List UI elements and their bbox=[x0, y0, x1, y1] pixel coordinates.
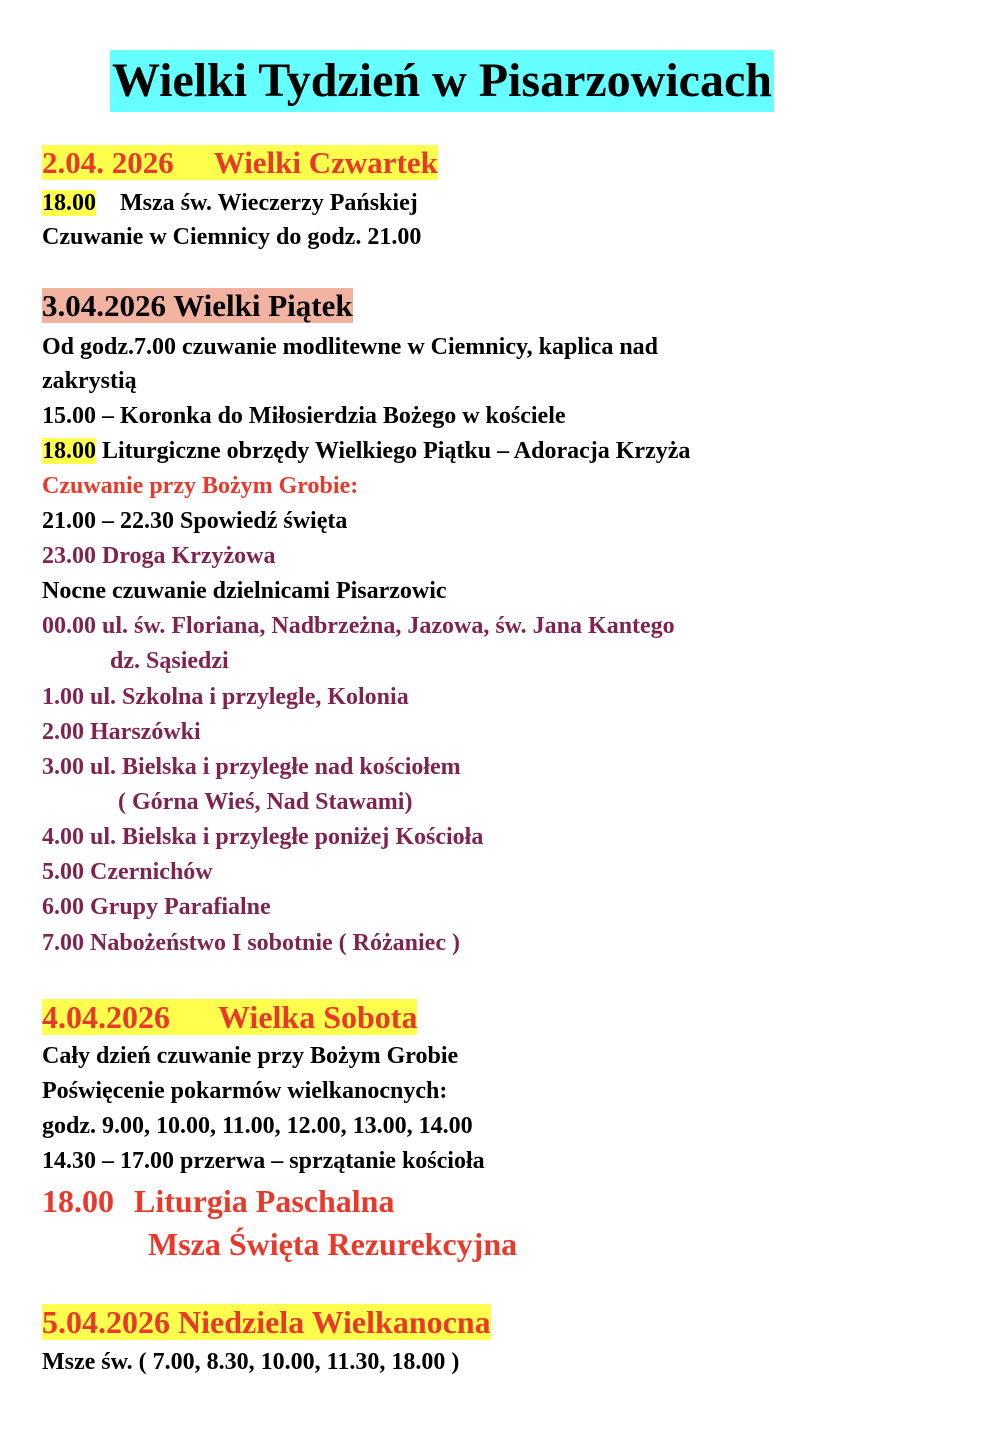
saturday-name: Wielka Sobota bbox=[218, 999, 418, 1035]
easter-vigil-time: 18.00 bbox=[42, 1183, 114, 1219]
friday-heading-text: 3.04.2026 Wielki Piątek bbox=[42, 288, 353, 323]
friday-heading bbox=[42, 287, 353, 325]
saturday-line-4: 14.30 – 17.00 przerwa – sprzątanie kościoła bbox=[42, 1148, 485, 1174]
friday-confession: 21.00 – 22.30 Spowiedź święta bbox=[42, 508, 348, 534]
easter-vigil-mass: Msza Święta Rezurekcyjna bbox=[148, 1226, 518, 1262]
schedule-item: 5.00 Czernichów bbox=[42, 859, 213, 885]
thursday-name: Wielki Czwartek bbox=[213, 145, 438, 180]
sunday-masses: Msze św. ( 7.00, 8.30, 10.00, 11.30, 18.00 ) bbox=[42, 1349, 460, 1375]
schedule-item: 2.00 Harszówki bbox=[42, 719, 201, 745]
friday-line-1: Od godz.7.00 czuwanie modlitewne w Ciemnicy, kaplica nad bbox=[42, 334, 659, 360]
schedule-item: 6.00 Grupy Parafialne bbox=[42, 894, 271, 920]
friday-line-4-time: 18.00 bbox=[42, 438, 96, 464]
page-title: Wielki Tydzień w Pisarzowicach bbox=[110, 50, 774, 112]
schedule-item: 7.00 Nabożeństwo I sobotnie ( Różaniec ) bbox=[42, 930, 460, 956]
friday-line-4-text: Liturgiczne obrzędy Wielkiego Piątku – Adoracja Krzyża bbox=[102, 438, 691, 464]
thursday-vigil: Czuwanie w Ciemnicy do godz. 21.00 bbox=[42, 224, 422, 250]
friday-tomb-vigil: Czuwanie przy Bożym Grobie: bbox=[42, 473, 359, 499]
schedule-item: 00.00 ul. św. Floriana, Nadbrzeżna, Jazowa, św. Jana Kantego bbox=[42, 613, 675, 639]
thursday-mass-line bbox=[42, 187, 418, 219]
thursday-mass: Msza św. Wieczerzy Pańskiej bbox=[120, 190, 418, 216]
easter-vigil-line bbox=[42, 1181, 394, 1221]
saturday-date: 4.04.2026 bbox=[42, 999, 170, 1035]
schedule-item-continued: dz. Sąsiedzi bbox=[110, 648, 229, 674]
sunday-heading bbox=[42, 1302, 491, 1342]
friday-line-3: 15.00 – Koronka do Miłosierdzia Bożego w kościele bbox=[42, 403, 566, 429]
schedule-item: 4.00 ul. Bielska i przyległe poniżej Kościoła bbox=[42, 824, 484, 850]
thursday-heading bbox=[42, 144, 438, 182]
saturday-line-1: Cały dzień czuwanie przy Bożym Grobie bbox=[42, 1043, 459, 1069]
thursday-time: 18.00 bbox=[42, 190, 96, 216]
easter-vigil-name: Liturgia Paschalna bbox=[134, 1183, 395, 1219]
friday-line-4 bbox=[42, 435, 690, 467]
saturday-line-2: Poświęcenie pokarmów wielkanocnych: bbox=[42, 1078, 448, 1104]
saturday-heading bbox=[42, 996, 417, 1038]
friday-way-of-cross: 23.00 Droga Krzyżowa bbox=[42, 543, 276, 569]
saturday-line-3: godz. 9.00, 10.00, 11.00, 12.00, 13.00, 14.00 bbox=[42, 1113, 473, 1139]
schedule-item-continued: ( Górna Wieś, Nad Stawami) bbox=[118, 789, 413, 815]
friday-line-2: zakrystią bbox=[42, 368, 137, 394]
sunday-heading-text: 5.04.2026 Niedziela Wielkanocna bbox=[42, 1304, 491, 1340]
thursday-heading-highlight bbox=[42, 145, 438, 180]
thursday-date: 2.04. 2026 bbox=[42, 145, 174, 180]
schedule-item: 3.00 ul. Bielska i przyległe nad kościołem bbox=[42, 754, 461, 780]
schedule-item: 1.00 ul. Szkolna i przylegle, Kolonia bbox=[42, 684, 409, 710]
saturday-heading-highlight bbox=[42, 999, 417, 1035]
friday-night-vigil: Nocne czuwanie dzielnicami Pisarzowic bbox=[42, 578, 447, 604]
